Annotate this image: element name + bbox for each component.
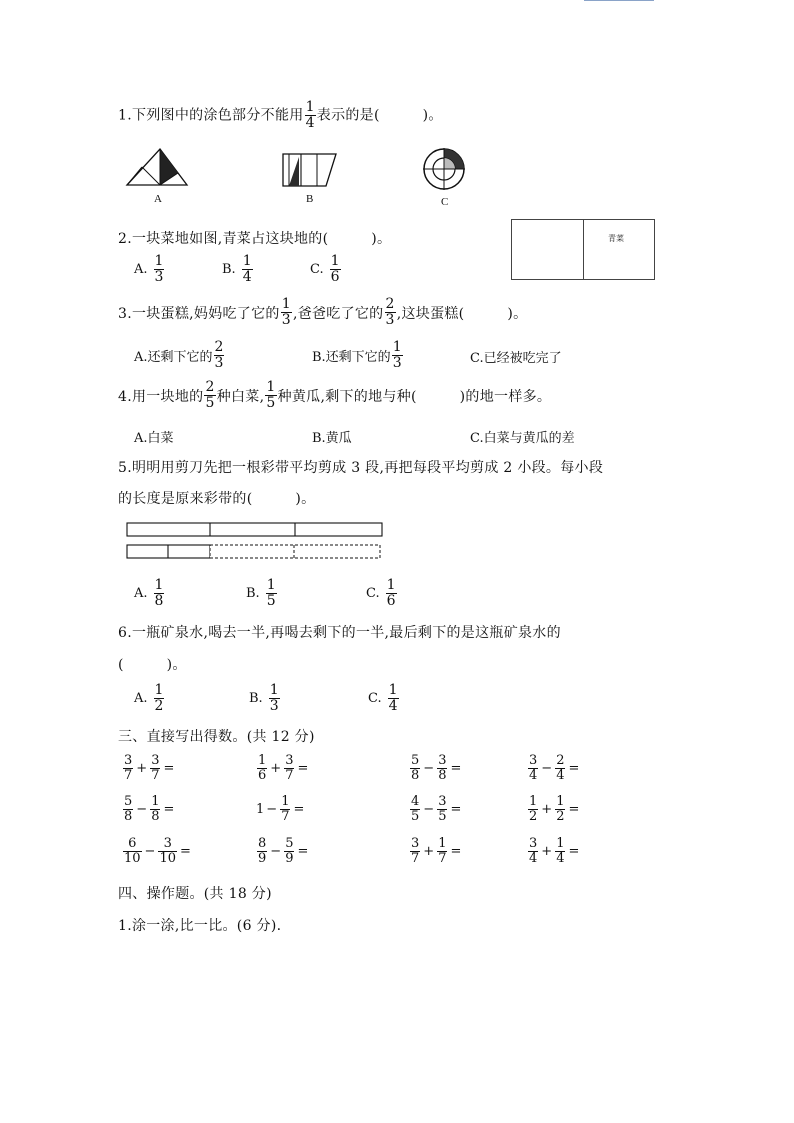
calc-item bbox=[122, 795, 176, 824]
fraction: $\frac{1}{2}$ bbox=[529, 794, 538, 824]
q4-option-a[interactable]: A.白菜 bbox=[134, 431, 174, 446]
fraction: $\frac{1}{2}$ bbox=[556, 794, 565, 824]
equals-sign: = bbox=[293, 802, 305, 817]
q2-option-a[interactable]: A. $\frac{1}{3}$ bbox=[134, 253, 164, 285]
equals-sign: = bbox=[163, 802, 175, 817]
question-5-line2: 的长度是原来彩带的( )。 bbox=[118, 491, 316, 507]
q3-option-b[interactable]: B.还剩下它的 $\frac{1}{3}$ bbox=[312, 339, 402, 371]
fraction: $\frac{1}{4}$ bbox=[556, 836, 565, 866]
fraction: $\frac{8}{9}$ bbox=[258, 836, 267, 866]
calc-item bbox=[256, 837, 310, 866]
operator: + bbox=[270, 761, 282, 776]
whole-number: 1 bbox=[256, 802, 265, 817]
operator: − bbox=[144, 844, 156, 859]
q6-option-c[interactable]: C. $\frac{1}{4}$ bbox=[368, 682, 398, 714]
section-3-title: 三、直接写出得数。(共 12 分) bbox=[118, 729, 315, 745]
figure-label-b: B bbox=[306, 193, 314, 205]
calc-item bbox=[527, 795, 581, 824]
calc-item bbox=[527, 754, 581, 783]
fraction: $\frac{5}{8}$ bbox=[411, 753, 420, 783]
operator: − bbox=[266, 802, 278, 817]
fraction: $\frac{3}{7}$ bbox=[411, 836, 420, 866]
equals-sign: = bbox=[297, 761, 309, 776]
q6-option-a[interactable]: A. $\frac{1}{2}$ bbox=[134, 682, 164, 714]
fraction: $\frac{3}{7}$ bbox=[151, 753, 160, 783]
operator: + bbox=[136, 761, 148, 776]
equals-sign: = bbox=[450, 761, 462, 776]
question-5-line1: 5.明明用剪刀先把一根彩带平均剪成 3 段,再把每段平均剪成 2 小段。每小段 bbox=[118, 460, 604, 476]
calc-item bbox=[527, 837, 581, 866]
question-4: 4.用一块地的 $\frac{2}{5}$ 种白菜, $\frac{1}{5}$ 种黄瓜,剩下的地与种( )的地一样多。 bbox=[118, 379, 552, 411]
operator: + bbox=[541, 802, 553, 817]
fraction: $\frac{1}{7}$ bbox=[281, 794, 290, 824]
ribbon-diagram bbox=[124, 520, 386, 562]
operator: + bbox=[541, 844, 553, 859]
fraction: $\frac{3}{8}$ bbox=[438, 753, 447, 783]
section-4-question-1: 1.涂一涂,比一比。(6 分). bbox=[118, 918, 282, 934]
equals-sign: = bbox=[450, 844, 462, 859]
figure-label-c: C bbox=[441, 196, 449, 208]
q3-option-a[interactable]: A.还剩下它的 $\frac{2}{3}$ bbox=[134, 339, 224, 371]
fraction: $\frac{2}{4}$ bbox=[556, 753, 565, 783]
fraction: $\frac{5}{9}$ bbox=[285, 836, 294, 866]
vegetable-field-diagram bbox=[511, 219, 655, 280]
question-6-line2: ( )。 bbox=[118, 657, 187, 673]
q2-option-c[interactable]: C. $\frac{1}{6}$ bbox=[310, 253, 340, 285]
calc-item bbox=[409, 837, 463, 866]
equals-sign: = bbox=[180, 844, 191, 859]
fraction: $\frac{4}{5}$ bbox=[411, 794, 420, 824]
fraction: $\frac{3}{5}$ bbox=[438, 794, 447, 824]
figure-b-parallelogram bbox=[279, 151, 339, 189]
q5-option-a[interactable]: A. $\frac{1}{8}$ bbox=[134, 577, 164, 609]
fraction: $\frac{1}{7}$ bbox=[438, 836, 447, 866]
calc-item bbox=[256, 795, 306, 824]
figure-a-triangle bbox=[124, 146, 190, 188]
q5-option-c[interactable]: C. $\frac{1}{6}$ bbox=[366, 577, 396, 609]
figure-c-circle bbox=[421, 146, 467, 192]
operator: − bbox=[541, 761, 553, 776]
fraction: $\frac{1}{6}$ bbox=[258, 753, 267, 783]
calc-item bbox=[122, 754, 176, 783]
operator: − bbox=[136, 802, 148, 817]
calc-item bbox=[122, 837, 193, 866]
section-4-title: 四、操作题。(共 18 分) bbox=[118, 886, 272, 902]
operator: − bbox=[423, 761, 435, 776]
equals-sign: = bbox=[568, 761, 580, 776]
q4-option-b[interactable]: B.黄瓜 bbox=[312, 431, 352, 446]
calc-item bbox=[409, 795, 463, 824]
equals-sign: = bbox=[163, 761, 175, 776]
field-label-qingcai: 青菜 bbox=[608, 234, 624, 243]
q5-option-b[interactable]: B. $\frac{1}{5}$ bbox=[246, 577, 276, 609]
operator: + bbox=[423, 844, 435, 859]
equals-sign: = bbox=[450, 802, 462, 817]
top-rule bbox=[584, 0, 654, 1]
q3-option-c[interactable]: C.已经被吃完了 bbox=[470, 351, 562, 366]
question-1 bbox=[118, 100, 443, 131]
fraction: $\frac{3}{4}$ bbox=[529, 836, 538, 866]
operator: − bbox=[270, 844, 282, 859]
q4-option-c[interactable]: C.白菜与黄瓜的差 bbox=[470, 431, 575, 446]
equals-sign: = bbox=[297, 844, 309, 859]
q2-option-b[interactable]: B. $\frac{1}{4}$ bbox=[222, 253, 252, 285]
question-6-line1: 6.一瓶矿泉水,喝去一半,再喝去剩下的一半,最后剩下的是这瓶矿泉水的 bbox=[118, 625, 561, 641]
equals-sign: = bbox=[568, 844, 580, 859]
q6-option-b[interactable]: B. $\frac{1}{3}$ bbox=[249, 682, 279, 714]
fraction: $\frac{6}{10}$ bbox=[124, 836, 141, 866]
fraction: $\frac{3}{7}$ bbox=[285, 753, 294, 783]
question-3: 3.一块蛋糕,妈妈吃了它的 $\frac{1}{3}$ ,爸爸吃了它的 $\frac{2}{3}$ ,这块蛋糕( )。 bbox=[118, 296, 528, 328]
fraction: $\frac{3}{7}$ bbox=[124, 753, 133, 783]
calc-item bbox=[409, 754, 463, 783]
q1-text: 1.下列图中的涂色部分不能用 bbox=[118, 107, 304, 124]
calc-item bbox=[256, 754, 310, 783]
fraction: $\frac{1}{8}$ bbox=[151, 794, 160, 824]
fraction: $\frac{5}{8}$ bbox=[124, 794, 133, 824]
field-divider bbox=[583, 220, 584, 279]
fraction: $\frac{1}{4}$ bbox=[305, 99, 315, 131]
equals-sign: = bbox=[568, 802, 580, 817]
figure-label-a: A bbox=[154, 193, 162, 205]
operator: − bbox=[423, 802, 435, 817]
question-2: 2.一块菜地如图,青菜占这块地的( )。 bbox=[118, 231, 392, 247]
q1-text-after: 表示的是( )。 bbox=[316, 107, 443, 124]
fraction: $\frac{3}{10}$ bbox=[159, 836, 176, 866]
fraction: $\frac{3}{4}$ bbox=[529, 753, 538, 783]
